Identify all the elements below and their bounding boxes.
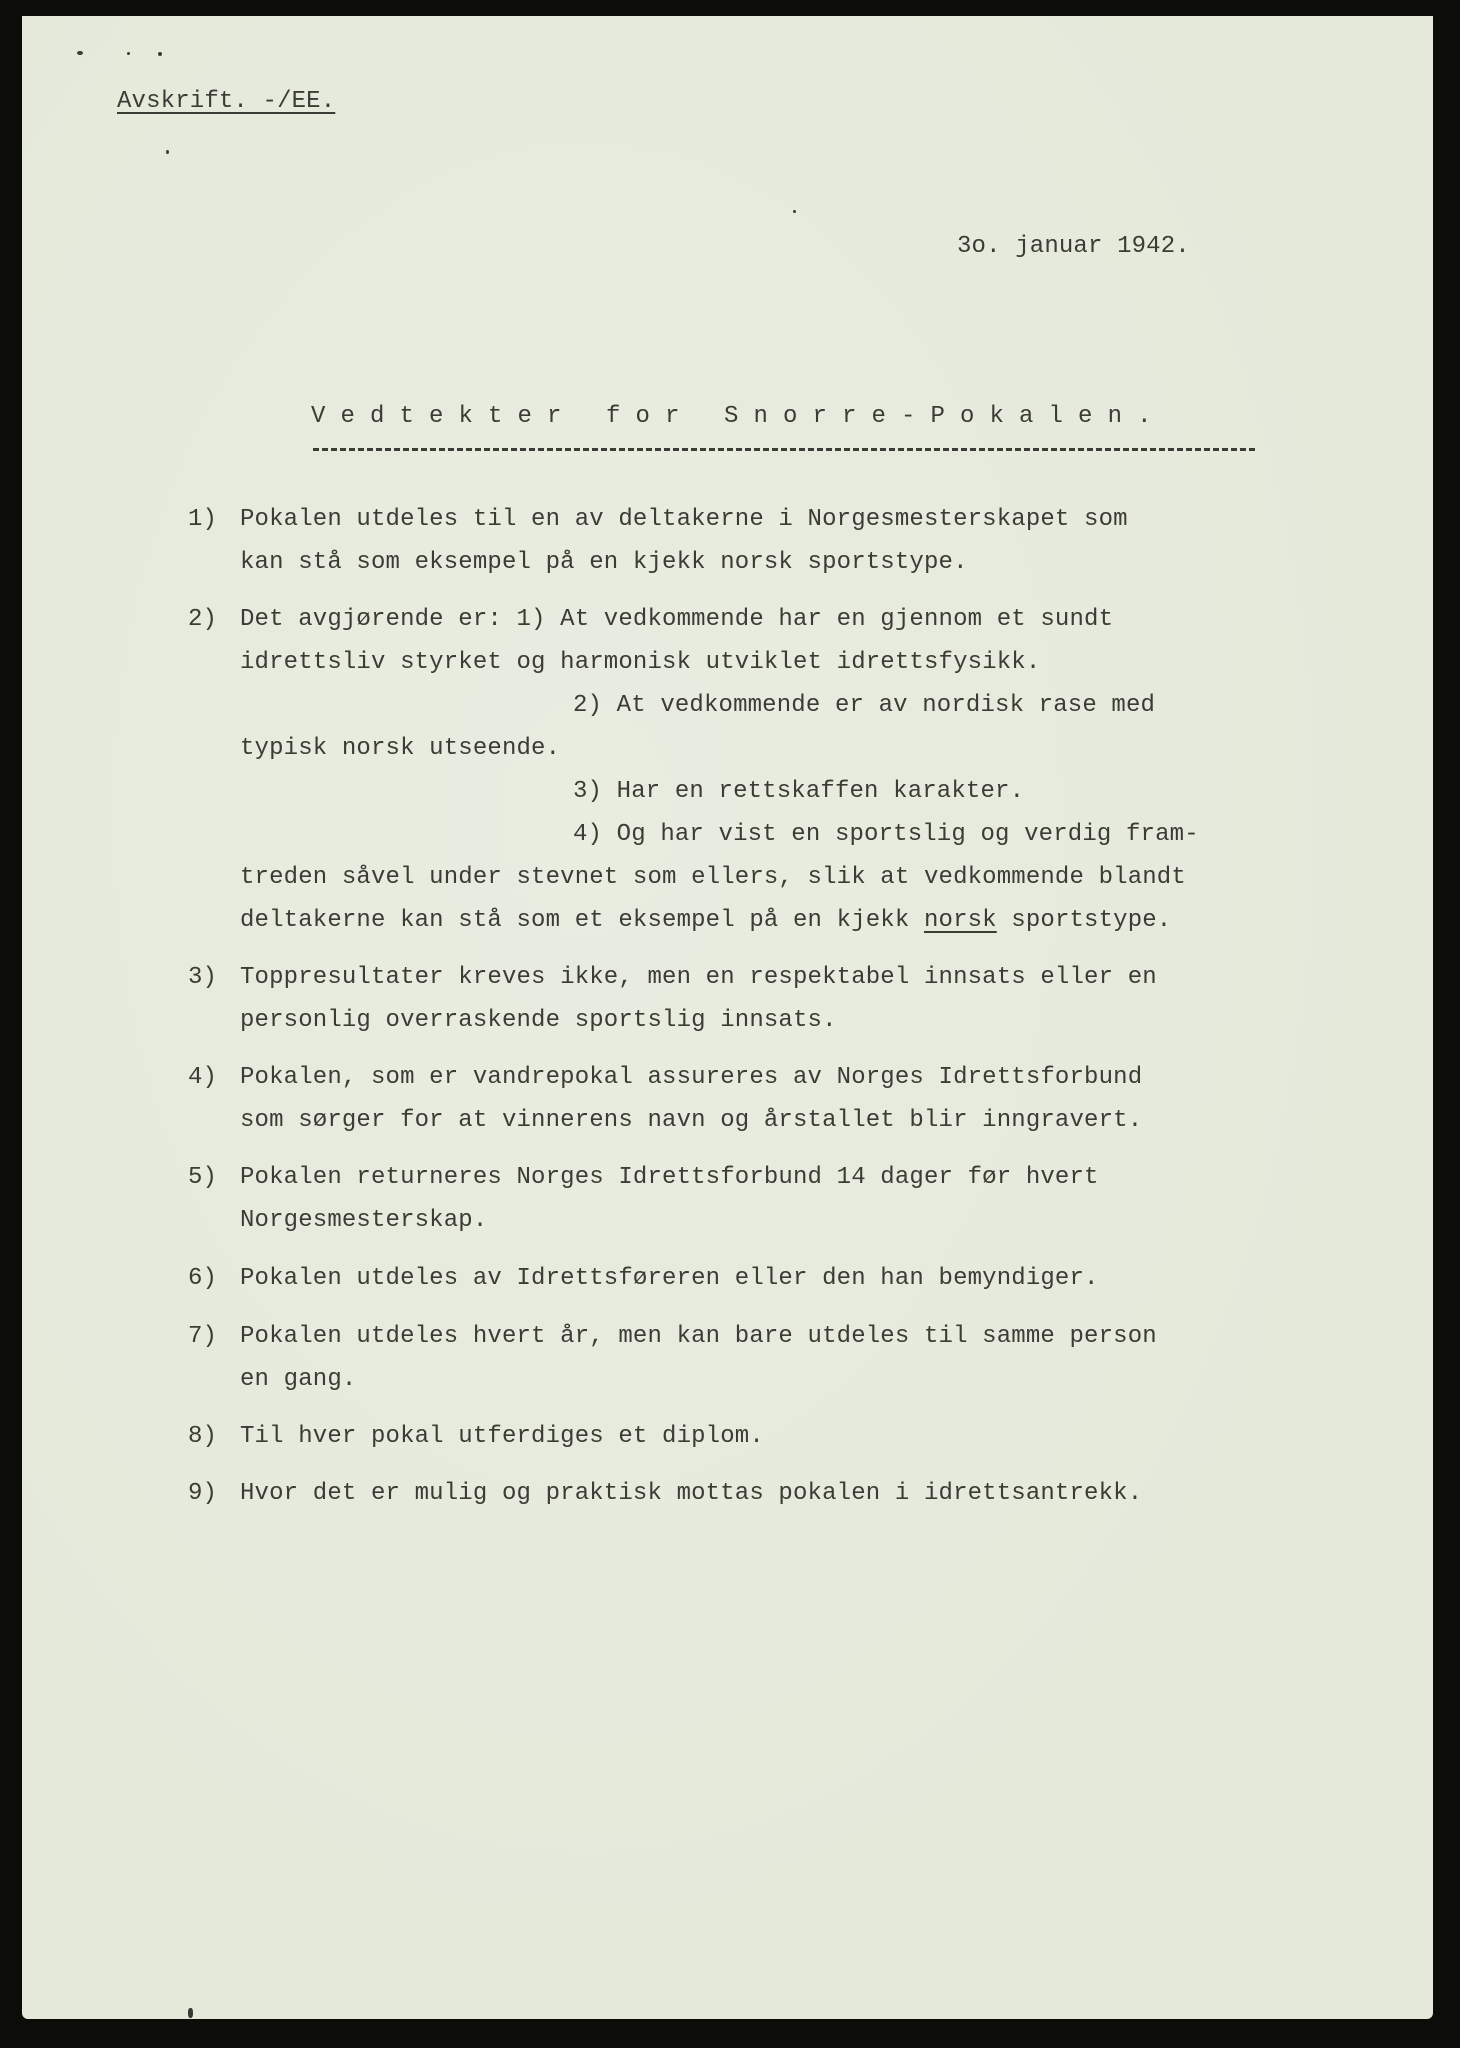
item-number: 2) bbox=[188, 606, 218, 633]
item-line: Hvor det er mulig og praktisk mottas pokalen i idrettsantrekk. bbox=[240, 1480, 1143, 1507]
item-number: 9) bbox=[188, 1480, 218, 1507]
ink-speck bbox=[127, 52, 130, 55]
item-line: som sørger for at vinnerens navn og årstallet blir inngravert. bbox=[240, 1107, 1143, 1134]
item-line-text: deltakerne kan stå som et eksempel på en kjekk bbox=[240, 907, 924, 934]
ink-speck bbox=[77, 51, 83, 55]
item-line-with-emphasis bbox=[240, 909, 1171, 933]
item-line: Pokalen utdeles av Idrettsføreren eller den han bemyndiger. bbox=[240, 1265, 1099, 1292]
item-line-tail: sportstype. bbox=[996, 907, 1172, 934]
item-line: kan stå som eksempel på en kjekk norsk sportstype. bbox=[240, 549, 968, 576]
item-number: 8) bbox=[188, 1423, 218, 1450]
item-line: Pokalen returneres Norges Idrettsforbund 14 dager før hvert bbox=[240, 1164, 1099, 1191]
document-title: Vedtekter for Snorre-Pokalen. bbox=[311, 403, 1167, 430]
item-number: 5) bbox=[188, 1164, 218, 1191]
document-date: 3o. januar 1942. bbox=[957, 233, 1190, 260]
item-line: Pokalen, som er vandrepokal assureres av Norges Idrettsforbund bbox=[240, 1064, 1143, 1091]
item-line: Til hver pokal utferdiges et diplom. bbox=[240, 1423, 764, 1450]
item-line: idrettsliv styrket og harmonisk utviklet idrettsfysikk. bbox=[240, 649, 1041, 676]
ink-speck bbox=[793, 210, 796, 213]
ink-speck bbox=[158, 52, 162, 56]
header-label: Avskrift. -/EE. bbox=[117, 88, 336, 115]
item-subline: 2) At vedkommende er av nordisk rase med bbox=[573, 692, 1156, 719]
item-number: 3) bbox=[188, 964, 218, 991]
item-number: 6) bbox=[188, 1265, 218, 1292]
ink-speck bbox=[166, 150, 169, 154]
item-number: 4) bbox=[188, 1064, 218, 1091]
item-line: en gang. bbox=[240, 1366, 357, 1393]
title-underline bbox=[313, 448, 1255, 451]
item-subline: 3) Har en rettskaffen karakter. bbox=[573, 778, 1025, 805]
underlined-word: norsk bbox=[923, 907, 997, 934]
item-number: 1) bbox=[188, 506, 218, 533]
item-line: typisk norsk utseende. bbox=[240, 735, 561, 762]
item-subline: 4) Og har vist en sportslig og verdig fram- bbox=[573, 821, 1199, 848]
item-line: Norgesmesterskap. bbox=[240, 1207, 488, 1234]
ink-speck bbox=[188, 2008, 193, 2018]
item-line: Det avgjørende er: 1) At vedkommende har en gjennom et sundt bbox=[240, 606, 1114, 633]
item-line: treden såvel under stevnet som ellers, slik at vedkommende blandt bbox=[240, 864, 1186, 891]
item-line: Toppresultater kreves ikke, men en respektabel innsats eller en bbox=[240, 964, 1157, 991]
item-line: personlig overraskende sportslig innsats. bbox=[240, 1007, 837, 1034]
item-line: Pokalen utdeles hvert år, men kan bare utdeles til samme person bbox=[240, 1323, 1157, 1350]
item-line: Pokalen utdeles til en av deltakerne i Norgesmesterskapet som bbox=[240, 506, 1128, 533]
item-number: 7) bbox=[188, 1323, 218, 1350]
